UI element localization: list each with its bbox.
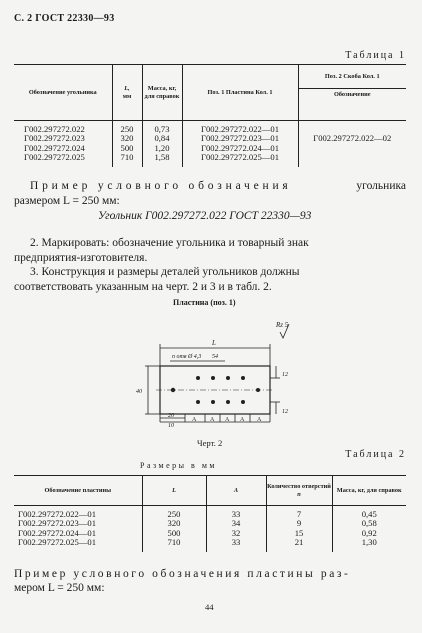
table2-subtitle: Размеры в мм: [140, 461, 217, 470]
page-number: 44: [205, 602, 214, 612]
pitch-label: A: [240, 417, 245, 423]
table1-pos2-value: Г002.297272.022—02: [298, 134, 406, 144]
item3-line1: 3. Конструкция и размеры деталей угольников должны: [30, 266, 300, 278]
table-row: Г002.297272.023—01 320 34 9 0,58: [14, 519, 406, 529]
dim-20: 20: [168, 413, 174, 419]
dim-54: 54: [212, 354, 218, 360]
table-row: Г002.297272.022—01 250 33 7 0,45: [14, 510, 406, 520]
item2-line2: предприятия-изготовителя.: [14, 252, 148, 264]
dim-12-bottom: 12: [282, 409, 288, 415]
table-row: Г002.297272.024—01 500 32 15 0,92: [14, 529, 406, 539]
pitch-label: A: [257, 417, 262, 423]
table-row: Г002.297272.023 320 0,84 Г002.297272.023—01 Г002.297272.022—02: [14, 134, 406, 144]
table2-header-A: A: [206, 476, 266, 506]
table2-header-L: L: [142, 476, 206, 506]
table1-caption: Таблица 1: [345, 50, 406, 61]
table2-header-holes: Количество отверстий n: [266, 476, 332, 506]
pitch-label: A: [192, 417, 197, 423]
example1-designation: Угольник Г002.297272.022 ГОСТ 22330—93: [98, 210, 312, 222]
table-row: Г002.297272.025—01 710 33 21 1,30: [14, 538, 406, 548]
table-row: Г002.297272.024 500 1,20 Г002.297272.024—01: [14, 144, 406, 154]
table1-header-L: L, мм: [112, 65, 142, 121]
page-header: С. 2 ГОСТ 22330—93: [14, 13, 115, 24]
dim-10: 10: [168, 423, 174, 428]
drawing-caption: Черт. 2: [197, 438, 223, 448]
table2: [14, 475, 406, 552]
table1-header-pos1: Поз. 1 Пластина Кол. 1: [182, 65, 298, 121]
pitch-label: A: [225, 417, 230, 423]
hole-note: n отв Ø 4,3: [172, 354, 202, 360]
table1-header-mass: Масса, кг, для справок: [142, 65, 182, 121]
example1-text: Пример условного обозначения угольника: [30, 180, 406, 192]
example1-line2: размером L = 250 мм:: [14, 195, 120, 207]
plate-drawing: [130, 318, 310, 428]
table2-caption: Таблица 2: [345, 449, 406, 460]
table1-header-pos2-sub: Обозначение: [298, 89, 406, 121]
example2-line1: Пример условного обозначения пластины раз-: [14, 568, 351, 580]
dim-40: 40: [136, 389, 142, 395]
example2-line2: мером L = 250 мм:: [14, 582, 105, 594]
table1-header-pos2: Поз. 2 Скоба Кол. 1: [298, 65, 406, 89]
roughness-label: Rz 5: [276, 321, 289, 329]
item3-line2: соответствовать указанным на черт. 2 и 3 и в табл. 2.: [14, 281, 272, 293]
table1-header-designation: Обозначение угольника: [14, 65, 112, 121]
dim-12-top: 12: [282, 372, 288, 378]
table-row: Г002.297272.025 710 1,58 Г002.297272.025—01: [14, 153, 406, 163]
table2-header-designation: Обозначение пластины: [14, 476, 142, 506]
item2-line1: 2. Маркировать: обозначение угольника и товарный знак: [30, 237, 309, 249]
table1: [14, 64, 406, 167]
table2-header-mass: Масса, кг, для справок: [332, 476, 406, 506]
pitch-label: A: [210, 417, 215, 423]
dim-L: L: [212, 339, 216, 347]
table-row: Г002.297272.022 250 0,73 Г002.297272.022—01: [14, 125, 406, 135]
drawing-title: Пластина (поз. 1): [173, 298, 236, 307]
